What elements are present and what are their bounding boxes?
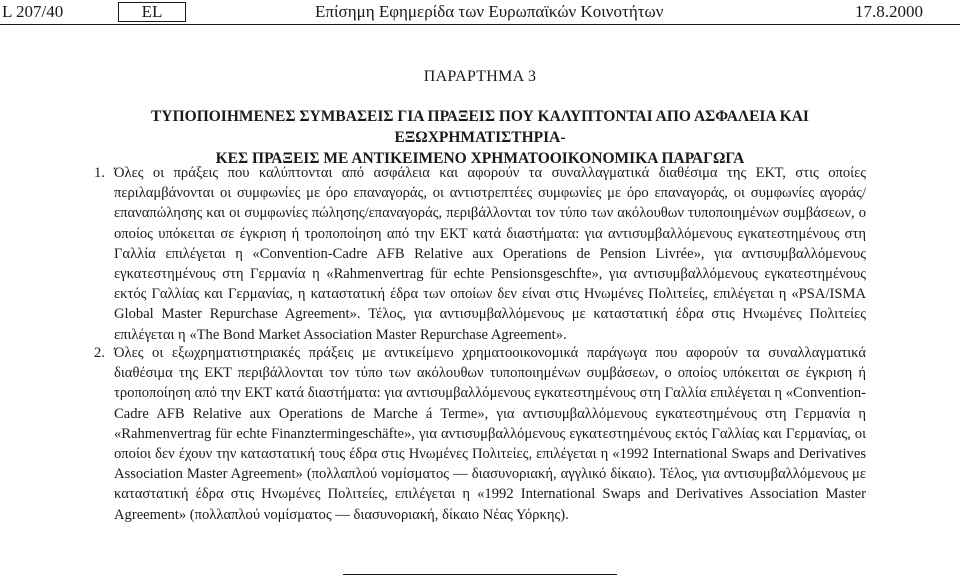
annex-title: [92, 106, 868, 169]
paragraph-text: Όλες οι εξωχρηματιστηριακές πράξεις με αντικείμενο χρηματοοικονομικά παράγωγα που αφορούν τα συναλλαγματικά διαθέσιμα της ΕΚΤ περιβάλλονται τον τύπο των ακόλουθων τυποποιημένων συμβάσεων, ο οποίος υπόκειται σε έγκριση ή τροποποίηση από την ΕΚΤ κατά διαστήματα: για αντισυμβαλλόμενους εγκατεστημένους στη Γαλλία επιλέγεται η «Convention-Cadre AFB Relative aux Operations de Marche á Terme», για αντισυμβαλλόμενους εγκατεστημένους στη Γερμανία η «Rahmenvertrag für echte Finanztermingeschäfte», για αντισυμβαλλόμενους εγκατεστημένους εκτός Γαλλίας και Γερμανίας, οι οποίοι δεν έχουν την καταστατική τους έδρα στις Ηνωμένες Πολιτείες, επιλέγεται η «1992 International Swaps and Derivatives Association Master Agreement» (πολλαπλού νομίσματος — διασυνοριακή, αγγλικό δίκαιο). Τέλος, για αντισυμβαλλόμενους με καταστατική έδρα στις Ηνωμένες Πολιτείες, επιλέγεται η «1992 International Swaps and Derivatives Association Master Agreement» (πολλαπλού νομίσματος — διασυνοριακή, δίκαιο Νέας Υόρκης).: [114, 345, 866, 523]
annex-title-line-1: ΤΥΠΟΠΟΙΗΜΕΝΕΣ ΣΥΜΒΑΣΕΙΣ ΓΙΑ ΠΡΑΞΕΙΣ ΠΟΥ ΚΑΛΥΠΤΟΝΤΑΙ ΑΠΟ ΑΣΦΑΛΕΙΑ ΚΑΙ ΕΞΩΧΡΗΜΑΤΙΣΤΗΡΙΑ-: [151, 108, 809, 146]
paragraph-1: [94, 163, 866, 345]
journal-reference: L 207/40: [2, 2, 64, 21]
publication-date: 17.8.2000: [855, 2, 923, 21]
paragraph-2: [94, 343, 866, 525]
paragraph-number: 1.: [94, 165, 105, 181]
end-rule: [343, 574, 617, 575]
paragraph-number: 2.: [94, 345, 105, 361]
header-rule: [0, 24, 960, 25]
language-code-box: EL: [118, 2, 186, 22]
paragraph-text: Όλες οι πράξεις που καλύπτονται από ασφάλεια και αφορούν τα συναλλαγματικά διαθέσιμα της ΕΚΤ, στις οποίες περιλαμβάνονται οι συμφωνίες με όρο επαναγοράς, οι αντιστρεπτέες συμφωνίες με όρο επαναγοράς, οι συμφωνίες αγοράς/επαναπώλησης και οι συμφωνίες πώλησης/επαναγοράς, περιβάλλονται τον τύπο των ακόλουθων τυποποιημένων συμβάσεων, ο οποίος υπόκειται σε έγκριση ή τροποποίηση από την ΕΚΤ κατά διαστήματα: για αντισυμβαλλόμενους εγκατεστημένους στη Γαλλία επιλέγεται η «Convention-Cadre AFB Relative aux Operations de Pension Livrée», για αντισυμβαλλόμενους εγκατεστημένους στη Γερμανία η «Rahmenvertrag für echte Pensionsgeschfte», για αντισυμβαλλόμενους εγκατεστημένους εκτός Γαλλίας και Γερμανίας, η καταστατική έδρα των οποίων δεν είναι στις Ηνωμένες Πολιτείες, επιλέγεται η «PSA/ISMA Global Master Repurchase Agreement». Τέλος, για αντισυμβαλλόμενους με καταστατική έδρα στις Ηνωμένες Πολιτείες επιλέγεται η «The Bond Market Association Master Repurchase Agreement».: [114, 165, 866, 343]
journal-header: [0, 0, 960, 24]
annex-title-line-2: ΚΕΣ ΠΡΑΞΕΙΣ ΜΕ ΑΝΤΙΚΕΙΜΕΝΟ ΧΡΗΜΑΤΟΟΙΚΟΝΟΜΙΚΑ ΠΑΡΑΓΩΓΑ: [215, 150, 745, 167]
annex-label: ΠΑΡΑΡΤΗΜΑ 3: [423, 68, 537, 85]
journal-title: Επίσημη Εφημερίδα των Ευρωπαϊκών Κοινοτήτων: [315, 2, 664, 21]
